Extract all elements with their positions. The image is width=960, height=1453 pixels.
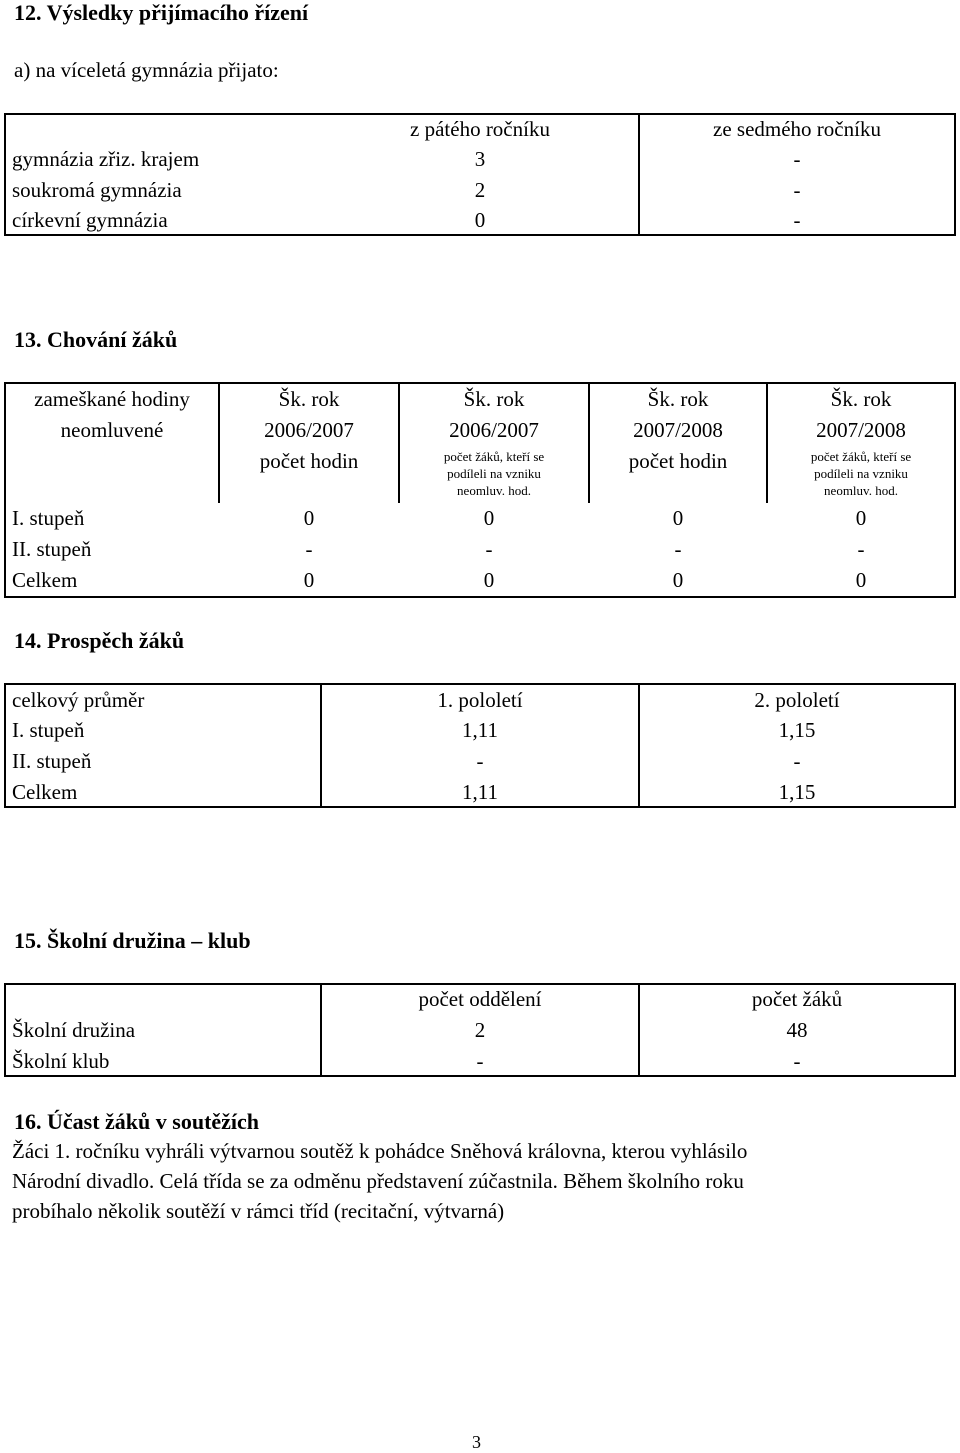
row-label: Školní družina	[12, 1018, 136, 1042]
section-12-title: Výsledky přijímacího řízení	[46, 0, 309, 25]
header-line: počet hodin	[259, 449, 359, 473]
paragraph-line: probíhalo několik soutěží v rámci tříd (recitační, výtvarná)	[12, 1199, 505, 1223]
header-note: počet žáků, kteří se	[810, 449, 912, 464]
header-line: zameškané hodiny	[34, 387, 190, 411]
cell-value: 0	[855, 568, 867, 592]
col-header-2006-hours	[220, 387, 398, 474]
cell-value: 0	[303, 568, 315, 592]
header-note: neomluv. hod.	[457, 483, 531, 498]
competitions-paragraph	[12, 1139, 747, 1224]
row-label: I. stupeň	[12, 506, 85, 530]
section-12-heading	[14, 0, 308, 26]
col-header-7th: ze sedmého ročníku	[713, 117, 881, 141]
cell-value: 0	[483, 568, 495, 592]
row-label: gymnázia zřiz. krajem	[12, 147, 200, 171]
col-header-absences	[6, 387, 218, 443]
cell-value: 0	[474, 208, 486, 232]
section-14-heading	[14, 628, 184, 654]
section-16-title: Účast žáků v soutěžích	[47, 1109, 260, 1134]
section-14-number: 14.	[14, 628, 42, 653]
section-16-number: 16.	[14, 1109, 42, 1134]
header-line: 2006/2007	[449, 418, 539, 442]
row-label: Školní klub	[12, 1049, 110, 1073]
header-line: 2007/2008	[633, 418, 723, 442]
header-line: Šk. rok	[830, 387, 892, 411]
header-note: podíleli na vzniku	[447, 466, 541, 481]
header-line: Šk. rok	[463, 387, 525, 411]
row-label: II. stupeň	[12, 537, 92, 561]
paragraph-line: Žáci 1. ročníku vyhráli výtvarnou soutěž k pohádce Sněhová královna, kterou vyhlásilo	[12, 1139, 748, 1163]
col-header-departments: počet oddělení	[418, 987, 542, 1011]
cell-value: 1,15	[778, 780, 816, 804]
col-header-1st-half: 1. pololetí	[437, 688, 523, 712]
cell-value: 2	[474, 178, 486, 202]
col-header-2007-hours	[590, 387, 766, 474]
row-label: Celkem	[12, 780, 78, 804]
col-header-2nd-half: 2. pololetí	[754, 688, 840, 712]
header-line: 2006/2007	[264, 418, 354, 442]
cell-value: -	[485, 537, 493, 561]
section-15-heading	[14, 928, 251, 954]
section-13-title: Chování žáků	[47, 327, 178, 352]
section-13-heading	[14, 327, 177, 353]
cell-value: 0	[855, 506, 867, 530]
row-label: církevní gymnázia	[12, 208, 168, 232]
cell-value: -	[476, 1049, 484, 1073]
header-note: podíleli na vzniku	[814, 466, 908, 481]
cell-value: -	[793, 147, 801, 171]
page-number: 3	[472, 1432, 481, 1452]
section-12-number: 12.	[14, 0, 42, 25]
row-label: II. stupeň	[12, 749, 92, 773]
cell-value: -	[857, 537, 865, 561]
header-line: Šk. rok	[278, 387, 340, 411]
cell-value: -	[476, 749, 484, 773]
cell-value: -	[793, 208, 801, 232]
cell-value: 1,11	[462, 718, 498, 742]
cell-value: -	[793, 749, 801, 773]
header-line: 2007/2008	[816, 418, 906, 442]
cell-value: -	[305, 537, 313, 561]
header-note: počet žáků, kteří se	[443, 449, 545, 464]
row-label: soukromá gymnázia	[12, 178, 182, 202]
cell-value: 2	[474, 1018, 486, 1042]
cell-value: -	[793, 1049, 801, 1073]
row-label: I. stupeň	[12, 718, 85, 742]
header-line: počet hodin	[628, 449, 728, 473]
cell-value: 0	[303, 506, 315, 530]
cell-value: 0	[672, 506, 684, 530]
cell-value: 1,11	[462, 780, 498, 804]
paragraph-line: Národní divadlo. Celá třída se za odměnu představení zúčastnila. Během školního roku	[12, 1169, 744, 1193]
header-line: neomluvené	[60, 418, 164, 442]
cell-value: -	[793, 178, 801, 202]
header-line: Šk. rok	[647, 387, 709, 411]
section-15-number: 15.	[14, 928, 42, 953]
section-13-number: 13.	[14, 327, 42, 352]
section-16-heading	[14, 1109, 259, 1135]
cell-value: 1,15	[778, 718, 816, 742]
col-header-5th: z pátého ročníku	[410, 117, 550, 141]
section-15-title: Školní družina – klub	[47, 928, 251, 953]
cell-value: 3	[474, 147, 486, 171]
row-label: Celkem	[12, 568, 78, 592]
col-header-2006-pupils	[400, 387, 588, 499]
section-12-subtitle: a) na víceletá gymnázia přijato:	[14, 58, 279, 82]
cell-value: -	[674, 537, 682, 561]
col-header-2007-pupils	[768, 387, 954, 499]
cell-value: 0	[483, 506, 495, 530]
col-header-pupils: počet žáků	[751, 987, 843, 1011]
cell-value: 48	[786, 1018, 808, 1042]
header-label: celkový průměr	[12, 688, 145, 712]
cell-value: 0	[672, 568, 684, 592]
section-14-title: Prospěch žáků	[47, 628, 185, 653]
header-note: neomluv. hod.	[824, 483, 898, 498]
